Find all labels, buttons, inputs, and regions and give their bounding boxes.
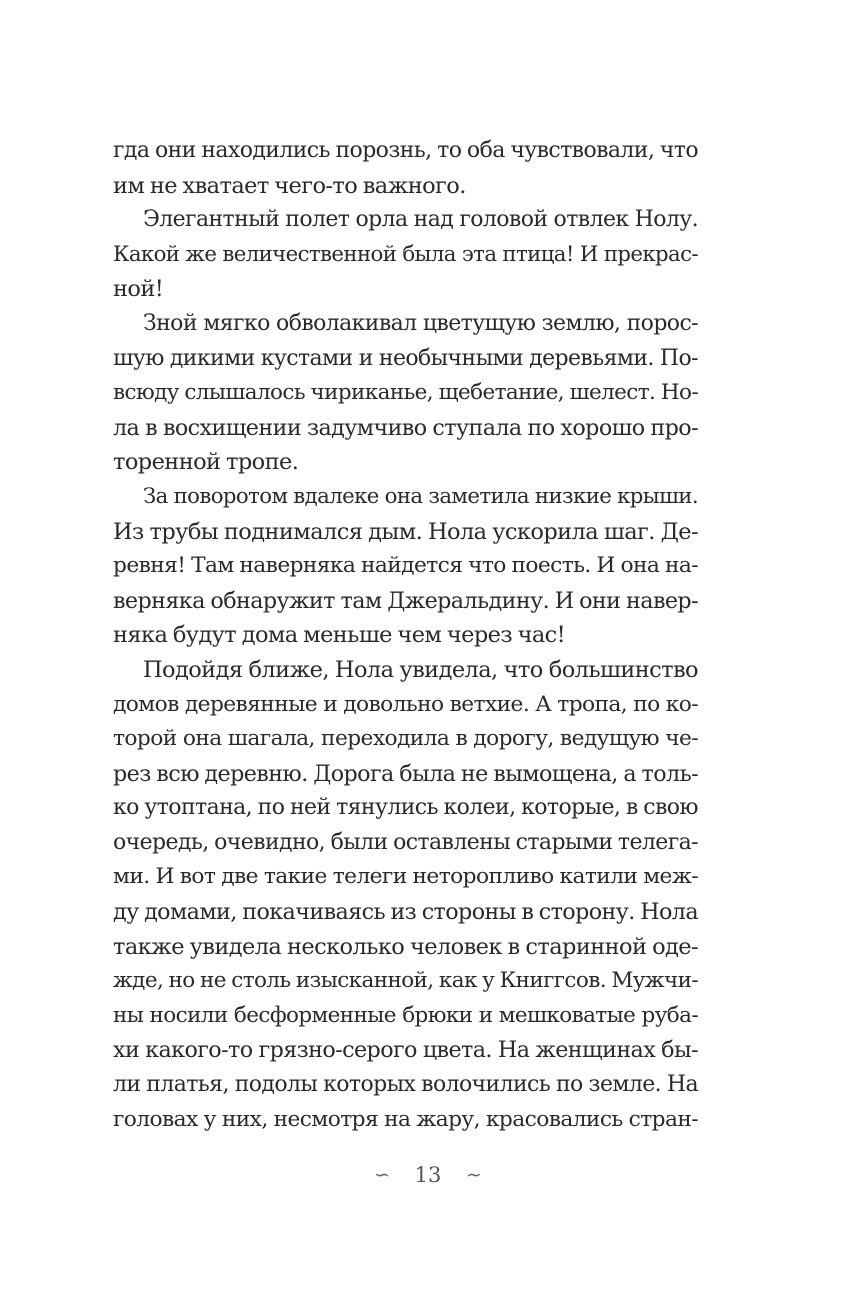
paragraph — [113, 307, 698, 480]
text-line: Зной мягко обволакивал цветущую землю, порос- — [143, 310, 698, 336]
text-line: верняка обнаружит там Джеральдину. И они навер- — [113, 587, 698, 614]
text-line: очередь, очевидно, были оставлены старыми телега- — [113, 829, 698, 855]
text-line: ла в восхищении задумчиво ступала по хорошо про- — [113, 414, 698, 441]
text-line: Из трубы поднимался дым. Нола ускорила шаг. Де- — [113, 518, 698, 545]
paragraph — [113, 480, 698, 653]
text-line: хи какого-то грязно-серого цвета. На женщинах бы- — [113, 1037, 698, 1064]
text-line: им не хватает чего-то важного. — [113, 172, 466, 199]
text-line: рез всю деревню. Дорога была не вымощена, а толь- — [113, 760, 698, 787]
paragraph — [113, 203, 698, 307]
ornament-right-icon: ∼ — [466, 1163, 482, 1186]
text-line: головах у них, несмотря на жару, красовались стран- — [113, 1106, 698, 1132]
text-line: жде, но не столь изысканной, как у Книггсов. Мужчи- — [113, 968, 698, 994]
text-line: гда они находились порознь, то оба чувствовали, что — [113, 138, 698, 163]
text-line: всюду слышалось чириканье, щебетание, шелест. Но- — [113, 380, 698, 406]
text-line: также увидела несколько человек в старинной оде- — [113, 933, 698, 960]
text-line: торенной тропе. — [113, 449, 299, 476]
text-line: Подойдя ближе, Нола увидела, что большинство — [143, 656, 698, 683]
text-line: ли платья, подолы которых волочились по земле. На — [113, 1072, 698, 1098]
text-line: ной! — [113, 276, 164, 303]
text-line: домов деревянные и довольно ветхие. А тропа, по ко- — [113, 691, 698, 717]
ornament-left-icon: ∽ — [374, 1163, 390, 1186]
text-line: ревня! Там наверняка найдется что поесть. И она на- — [113, 553, 698, 579]
page-number: 13 — [414, 1162, 442, 1187]
paragraph — [113, 134, 698, 203]
text-line: За поворотом вдалеке она заметила низкие крыши. — [143, 483, 698, 509]
text-line: ко утоптана, по ней тянулись колеи, которые, в свою — [113, 795, 698, 821]
text-line: няка будут дома меньше чем через час! — [113, 622, 566, 649]
text-line: Элегантный полет орла над головой отвлек Нолу. — [143, 207, 698, 233]
paragraph — [113, 653, 698, 1137]
text-line: шую дикими кустами и необычными деревьями. По- — [113, 345, 698, 371]
text-line: ду домами, покачиваясь из стороны в сторону. Нола — [113, 899, 698, 926]
text-line: ны носили бесформенные брюки и мешковатые руба- — [113, 1002, 698, 1028]
page-footer — [0, 1155, 856, 1191]
text-line: торой она шагала, переходила в дорогу, ведущую че- — [113, 726, 698, 752]
text-line: Какой же величественной была эта птица! И прекрас- — [113, 241, 698, 267]
text-line: ми. И вот две такие телеги неторопливо катили меж- — [113, 864, 698, 890]
body-text — [113, 134, 698, 1137]
